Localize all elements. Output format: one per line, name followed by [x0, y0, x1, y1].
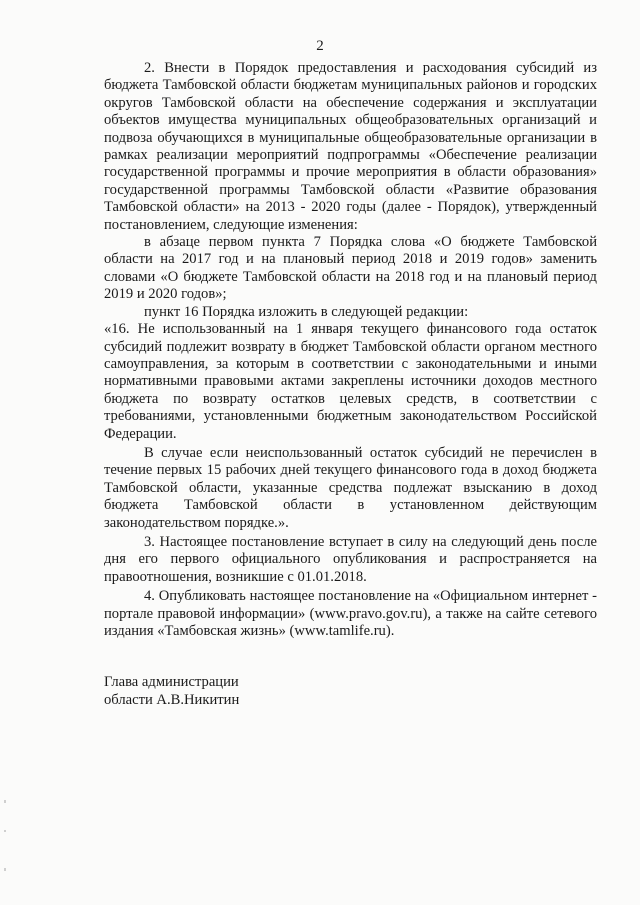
- scan-artifact: [4, 800, 6, 803]
- paragraph-point-16-text: «16. Не использованный на 1 января текущего финансового года остаток субсидий подлежит возврату в бюджет Тамбовской области органом местного самоуправления, за которым в соответствии с законодательными и иными нормативными правовыми актами закреплены источники доходов местного бюджета по возврату остатков целевых средств, в соответствии с требованиями, установленными бюджетным законодательством Российской Федерации.: [104, 321, 597, 442]
- signature-title: Глава администрации: [104, 674, 239, 690]
- document-body: [104, 60, 597, 640]
- paragraph-point-16-intro: пункт 16 Порядка изложить в следующей редакции:: [144, 303, 469, 320]
- paragraph-item-3: 3. Настоящее постановление вступает в силу на следующий день после дня его первого официального опубликования и распространяется на правоотношения, возникшие с 01.01.2018.: [104, 533, 597, 585]
- scan-artifact: [4, 830, 6, 832]
- signature-name: области А.В.Никитин: [104, 692, 240, 708]
- paragraph-unspent-balance: В случае если неиспользованный остаток субсидий не перечислен в течение первых 15 рабочих дней текущего финансового года в доход бюджета Тамбовской области, указанные средства подлежат взысканию в доход бюджета Тамбовской области в установленном действующим законодательством порядке.».: [104, 444, 597, 531]
- paragraph-item-4: 4. Опубликовать настоящее постановление на «Официальном интернет - портале правовой информации» (www.pravo.gov.ru), а также на сайте сетевого издания «Тамбовская жизнь» (www.tamlife.ru).: [104, 588, 597, 639]
- signature-block: [104, 673, 354, 709]
- paragraph-amend-point-7: в абзаце первом пункта 7 Порядка слова «О бюджете Тамбовской области на 2017 год и на плановый период 2018 и 2019 годов» заменить словами «О бюджете Тамбовской области на 2018 год и на плановый период 2019 и 2020 годов»;: [104, 234, 597, 303]
- paragraph-item-2: 2. Внести в Порядок предоставления и расходования субсидий из бюджета Тамбовской области бюджетам муниципальных районов и городских округов Тамбовской области на обеспечение содержания и эксплуатации объектов имущества муниципальных общеобразовательных организаций и подвоза обучающихся в муниципальные общеобразовательные организации в рамках реализации мероприятий подпрограммы «Обеспечение реализации государственной программы и прочие мероприятия в области образования» государственной программы Тамбовской области «Развитие образования Тамбовской области» на 2013 - 2020 годы (далее - Порядок), утвержденный постановлением, следующие изменения:: [104, 60, 597, 233]
- scan-artifact: [4, 868, 6, 871]
- page-number: 2: [316, 38, 324, 54]
